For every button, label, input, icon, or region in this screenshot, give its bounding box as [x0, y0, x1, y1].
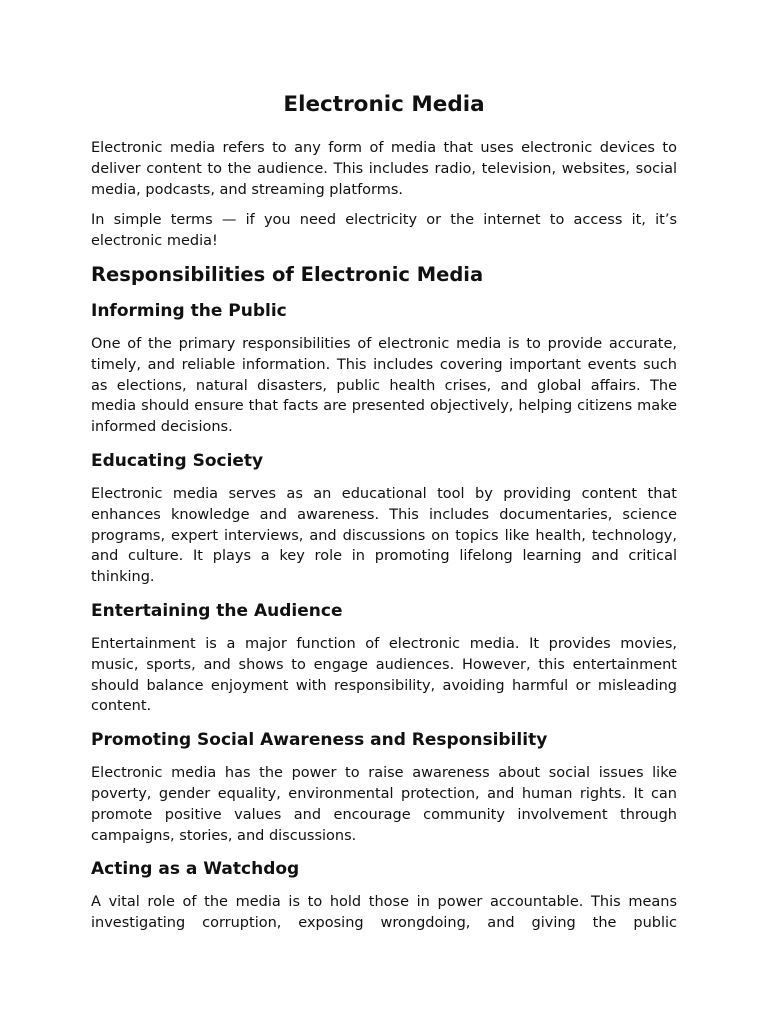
subsection-heading-entertaining: Entertaining the Audience	[91, 600, 343, 621]
document-page	[91, 88, 677, 944]
subsection-text-social-awareness: Electronic media has the power to raise awareness about social issues like poverty, gender equality, environmental protection, and human rights. It can promote positive values and encourage community involvement through campaigns, stories, and discussions.	[91, 765, 677, 844]
section-heading: Responsibilities of Electronic Media	[91, 262, 484, 286]
document-title: Electronic Media	[283, 92, 485, 117]
intro-paragraph-2: In simple terms — if you need electricity or the internet to access it, it’s electronic media!	[91, 212, 677, 250]
subsection-text-watchdog: A vital role of the media is to hold those in power accountable. This means investigating corruption, exposing wrongdoing, and giving the public	[91, 894, 677, 932]
subsection-text-educating: Electronic media serves as an educational tool by providing content that enhances knowledge and awareness. This includes documentaries, science programs, expert interviews, and discussions on topics like health, technology, and culture. It plays a key role in promoting lifelong learning and critical thinking.	[91, 485, 677, 586]
subsection-heading-educating: Educating Society	[91, 450, 264, 471]
subsection-text-informing: One of the primary responsibilities of electronic media is to provide accurate, timely, and reliable information. This includes covering important events such as elections, natural disasters, public health crises, and global affairs. The media should ensure that facts are presented objectively, helping citizens make informed decisions.	[91, 335, 677, 436]
subsection-heading-social-awareness: Promoting Social Awareness and Responsibility	[91, 730, 548, 751]
subsection-text-entertaining: Entertainment is a major function of electronic media. It provides movies, music, sports, and shows to engage audiences. However, this entertainment should balance enjoyment with responsibility, avoiding harmful or misleading content.	[91, 635, 677, 715]
subsection-heading-watchdog: Acting as a Watchdog	[91, 859, 300, 880]
subsection-heading-informing: Informing the Public	[91, 300, 287, 321]
intro-paragraph-1: Electronic media refers to any form of media that uses electronic devices to deliver content to the audience. This includes radio, television, websites, social media, podcasts, and streaming platforms.	[91, 140, 677, 198]
